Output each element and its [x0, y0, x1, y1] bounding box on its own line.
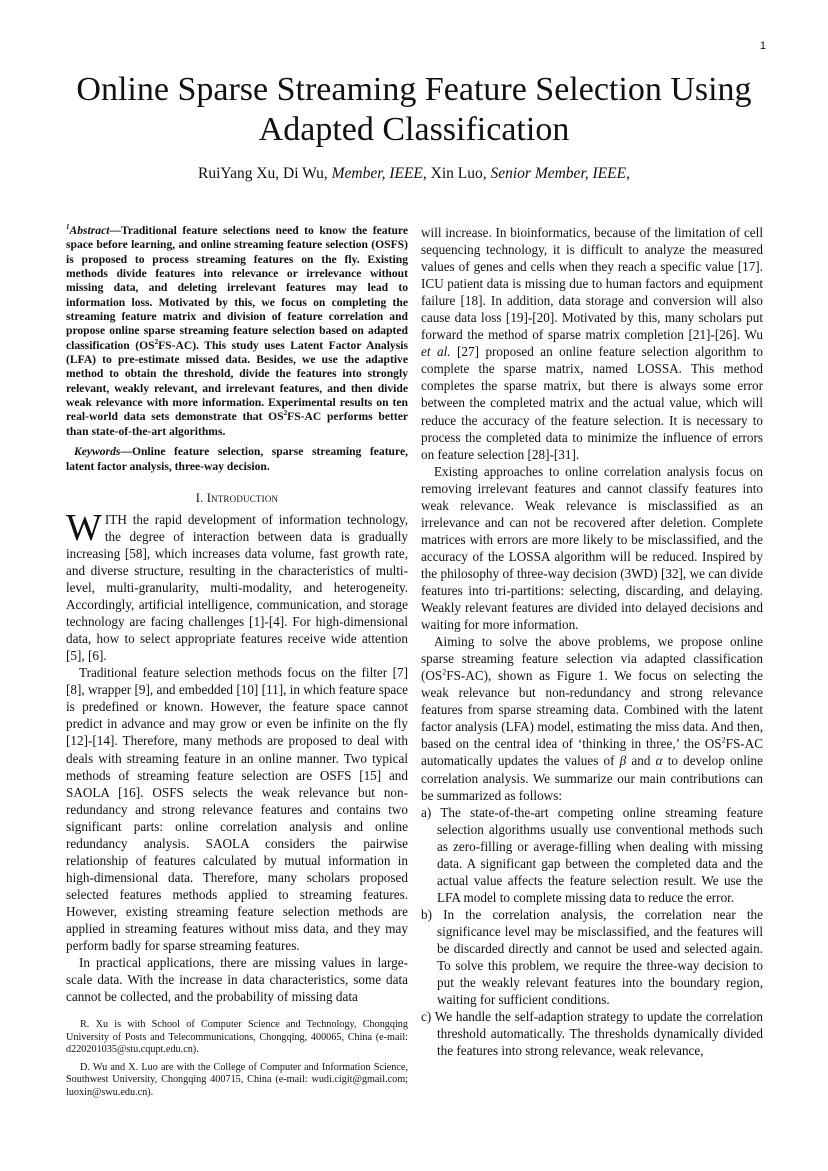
keywords — [66, 445, 408, 474]
section-numeral: I. — [195, 490, 204, 505]
author-name: Di Wu — [283, 165, 324, 182]
contribution-item: a) The state-of-the-art competing online streaming feature selection algorithms usually use conventional methods such as zero-filling or average-filling when dealing with missing data. A significant gap between the completed data and the actual value affects the feature selection result. We use the LFA model to complete missing data to reduce the error. — [421, 804, 763, 905]
left-column — [66, 224, 408, 1005]
footnotes — [66, 1019, 408, 1105]
abstract-text: FS-AC performs better than state-of-the-art algorithms. — [66, 410, 408, 438]
author-affiliation: Member, IEEE — [331, 165, 423, 182]
keywords-lead: Keywords — [74, 445, 121, 459]
abstract-text: Traditional feature selections need to know the feature space before learning, and online streaming feature selection (OSFS) is proposed to process streaming features on the fly. Existing methods divide features into relevance or irrelevance without missing data, and deleting irrelevant features may lead to information loss. Motivated by this, we focus on completing the streaming feature matrix and division of feature correlation and propose online sparse streaming feature selection based on adapted classification (OS — [66, 224, 408, 352]
section-title: Introduction — [206, 490, 279, 505]
contribution-item: b) In the correlation analysis, the correlation near the significance level may be misclassified, and the features will be discarded directly and cannot be used and selected again. To solve this problem, we require the three-way decision to put the weakly relevant features into the boundary region, waiting for sufficient conditions. — [421, 906, 763, 1008]
keywords-text: Online feature selection, sparse streaming feature, latent factor analysis, three-way decision. — [66, 445, 408, 473]
keywords-dash: — — [120, 445, 132, 459]
footnote-affiliation: R. Xu is with School of Computer Science and Technology, Chongqing University of Posts and Telecommunications, Chongqing, 400065, China (e-mail: d220201035@stu.cqupt.edu.cn). — [66, 1019, 408, 1056]
abstract-footnote-mark: 1 — [66, 223, 70, 232]
abstract-superscript: 2 — [283, 409, 288, 418]
intro-paragraph-2: Traditional feature selection methods focus on the filter [7] [8], wrapper [9], and embedded [10] [11], in which feature space is predefined or known. However, the feature space cannot predict in advance and may grow or even be infinite on the fly [12]-[14]. Therefore, many methods are proposed to deal with deals with streaming feature in an online manner. Two typical methods of streaming feature selection are OSFS [15] and SAOLA [16]. OSFS selects the weak relevance but non-redundancy and strong relevance features and contains two significant parts: online correlation analysis and online redundancy analysis. SAOLA considers the pairwise relationship of features calculated by mutual information in high-dimensional data. Therefore, many scholars proposed selected features methods applied to streaming features. However, existing streaming feature selection methods are applied in streaming features without miss data, and they may perform badly for sparse streaming features. — [66, 665, 408, 954]
author-name: RuiYang Xu — [198, 165, 276, 182]
contribution-item: c) We handle the self-adaption strategy to update the correlation threshold automatically. The thresholds dynamically divided the features into strong relevance, weak relevance, — [421, 1009, 763, 1059]
abstract — [66, 224, 408, 439]
abstract-dash: — — [109, 224, 122, 237]
body-paragraph: Existing approaches to online correlation analysis focus on removing irrelevant features and cannot classify features into weak relevance. Weak relevance is misclassified as an irrelevance and can not be recovered after deletion. Complete matrices with errors are more likely to be misclassified, and the accuracy of the LOSSA algorithm will be reduced. Inspired by the philosophy of three-way decision (3WD) [32], we can divide features into tri-partitions: selecting, discarding, and delaying. Weakly relevant features are divided into delayed decisions and waiting for more information. — [421, 463, 763, 633]
intro-paragraph-1: WITH the rapid development of information technology, the degree of interaction between data is gradually increasing [58], which increases data volume, fast growth rate, and diverse structure, resulting in the characteristics of multi-level, multi-granularity, multi-modality, and heterogeneity. Accordingly, artificial intelligence, communication, and storage technology are facing challenges [1]-[4]. For high-dimensional data, how to select appropriate features receive wide attention [5], [6]. — [66, 506, 408, 664]
abstract-text: FS-AC). This study uses Latent Factor Analysis (LFA) to pre-estimate missed data. Besides, we use the adaptive method to obtain the threshold, divide the features into strongly relevant, weakly relevant, and irrelevant features, and then divide weak relevance with more information. Experimental results on ten real-world data sets demonstrate that OS — [66, 338, 408, 424]
drop-cap: W — [66, 506, 102, 549]
author-name: Xin Luo — [430, 165, 483, 182]
author-affiliation: Senior Member, IEEE — [490, 165, 627, 182]
body-paragraph: Aiming to solve the above problems, we propose online sparse streaming feature selection via adapted classification $(OS^2FS-AC)$, shown as Figure 1. We focus on selecting the weak relevance but non-redundancy and strong relevance features from sparse streaming data. Combined with the latent factor analysis (LFA) model, estimating the miss data. And then, based on the central idea of ‘thinking in three,’ the $OS^2FS-AC$ automatically updates the values of β and α to develop online correlation analysis. We summarize our main contributions can be summarized as follows: — [421, 634, 763, 803]
body-paragraph: will increase. In bioinformatics, because of the limitation of cell sequencing technology, it is difficult to analyze the measured values of genes and cells when they reach a specific value [17]. ICU patient data is missing due to human factors and equipment failure [18]. In addition, data storage and conversion will also cause data loss [19]-[20]. Motivated by this, many scholars put forward the method of sparse matrix completion [21]-[26]. Wu et al. [27] proposed an online feature selection algorithm to complete the sparse matrix, named LOSSA. This method completes the sparse matrix, but there is always some error between the completed matrix and the actual value, which will reduce the accuracy of the feature selection. It is necessary to process the completed data to minimize the influence of errors on feature selection [28]-[31]. — [421, 225, 763, 462]
abstract-lead: Abstract — [69, 224, 110, 237]
section-heading-introduction — [66, 491, 408, 506]
intro-paragraph-3: In practical applications, there are missing values in large-scale data. With the increase in data characteristics, some data cannot be collected, and the probability of missing data — [66, 955, 408, 1005]
abstract-superscript: 2 — [154, 337, 159, 346]
author-line: RuiYang Xu, Di Wu, Member, IEEE, Xin Luo, Senior Member, IEEE, — [198, 165, 630, 182]
page-number: 1 — [759, 40, 766, 52]
right-column — [421, 224, 763, 1059]
paper-title: Online Sparse Streaming Feature Selection Using Adapted Classification — [76, 71, 752, 148]
footnote-affiliation: D. Wu and X. Luo are with the College of Computer and Information Science, Southwest University, Chongqing 400715, China (e-mail: wudi.cigit@gmail.com; luoxin@swu.edu.cn). — [66, 1061, 408, 1098]
